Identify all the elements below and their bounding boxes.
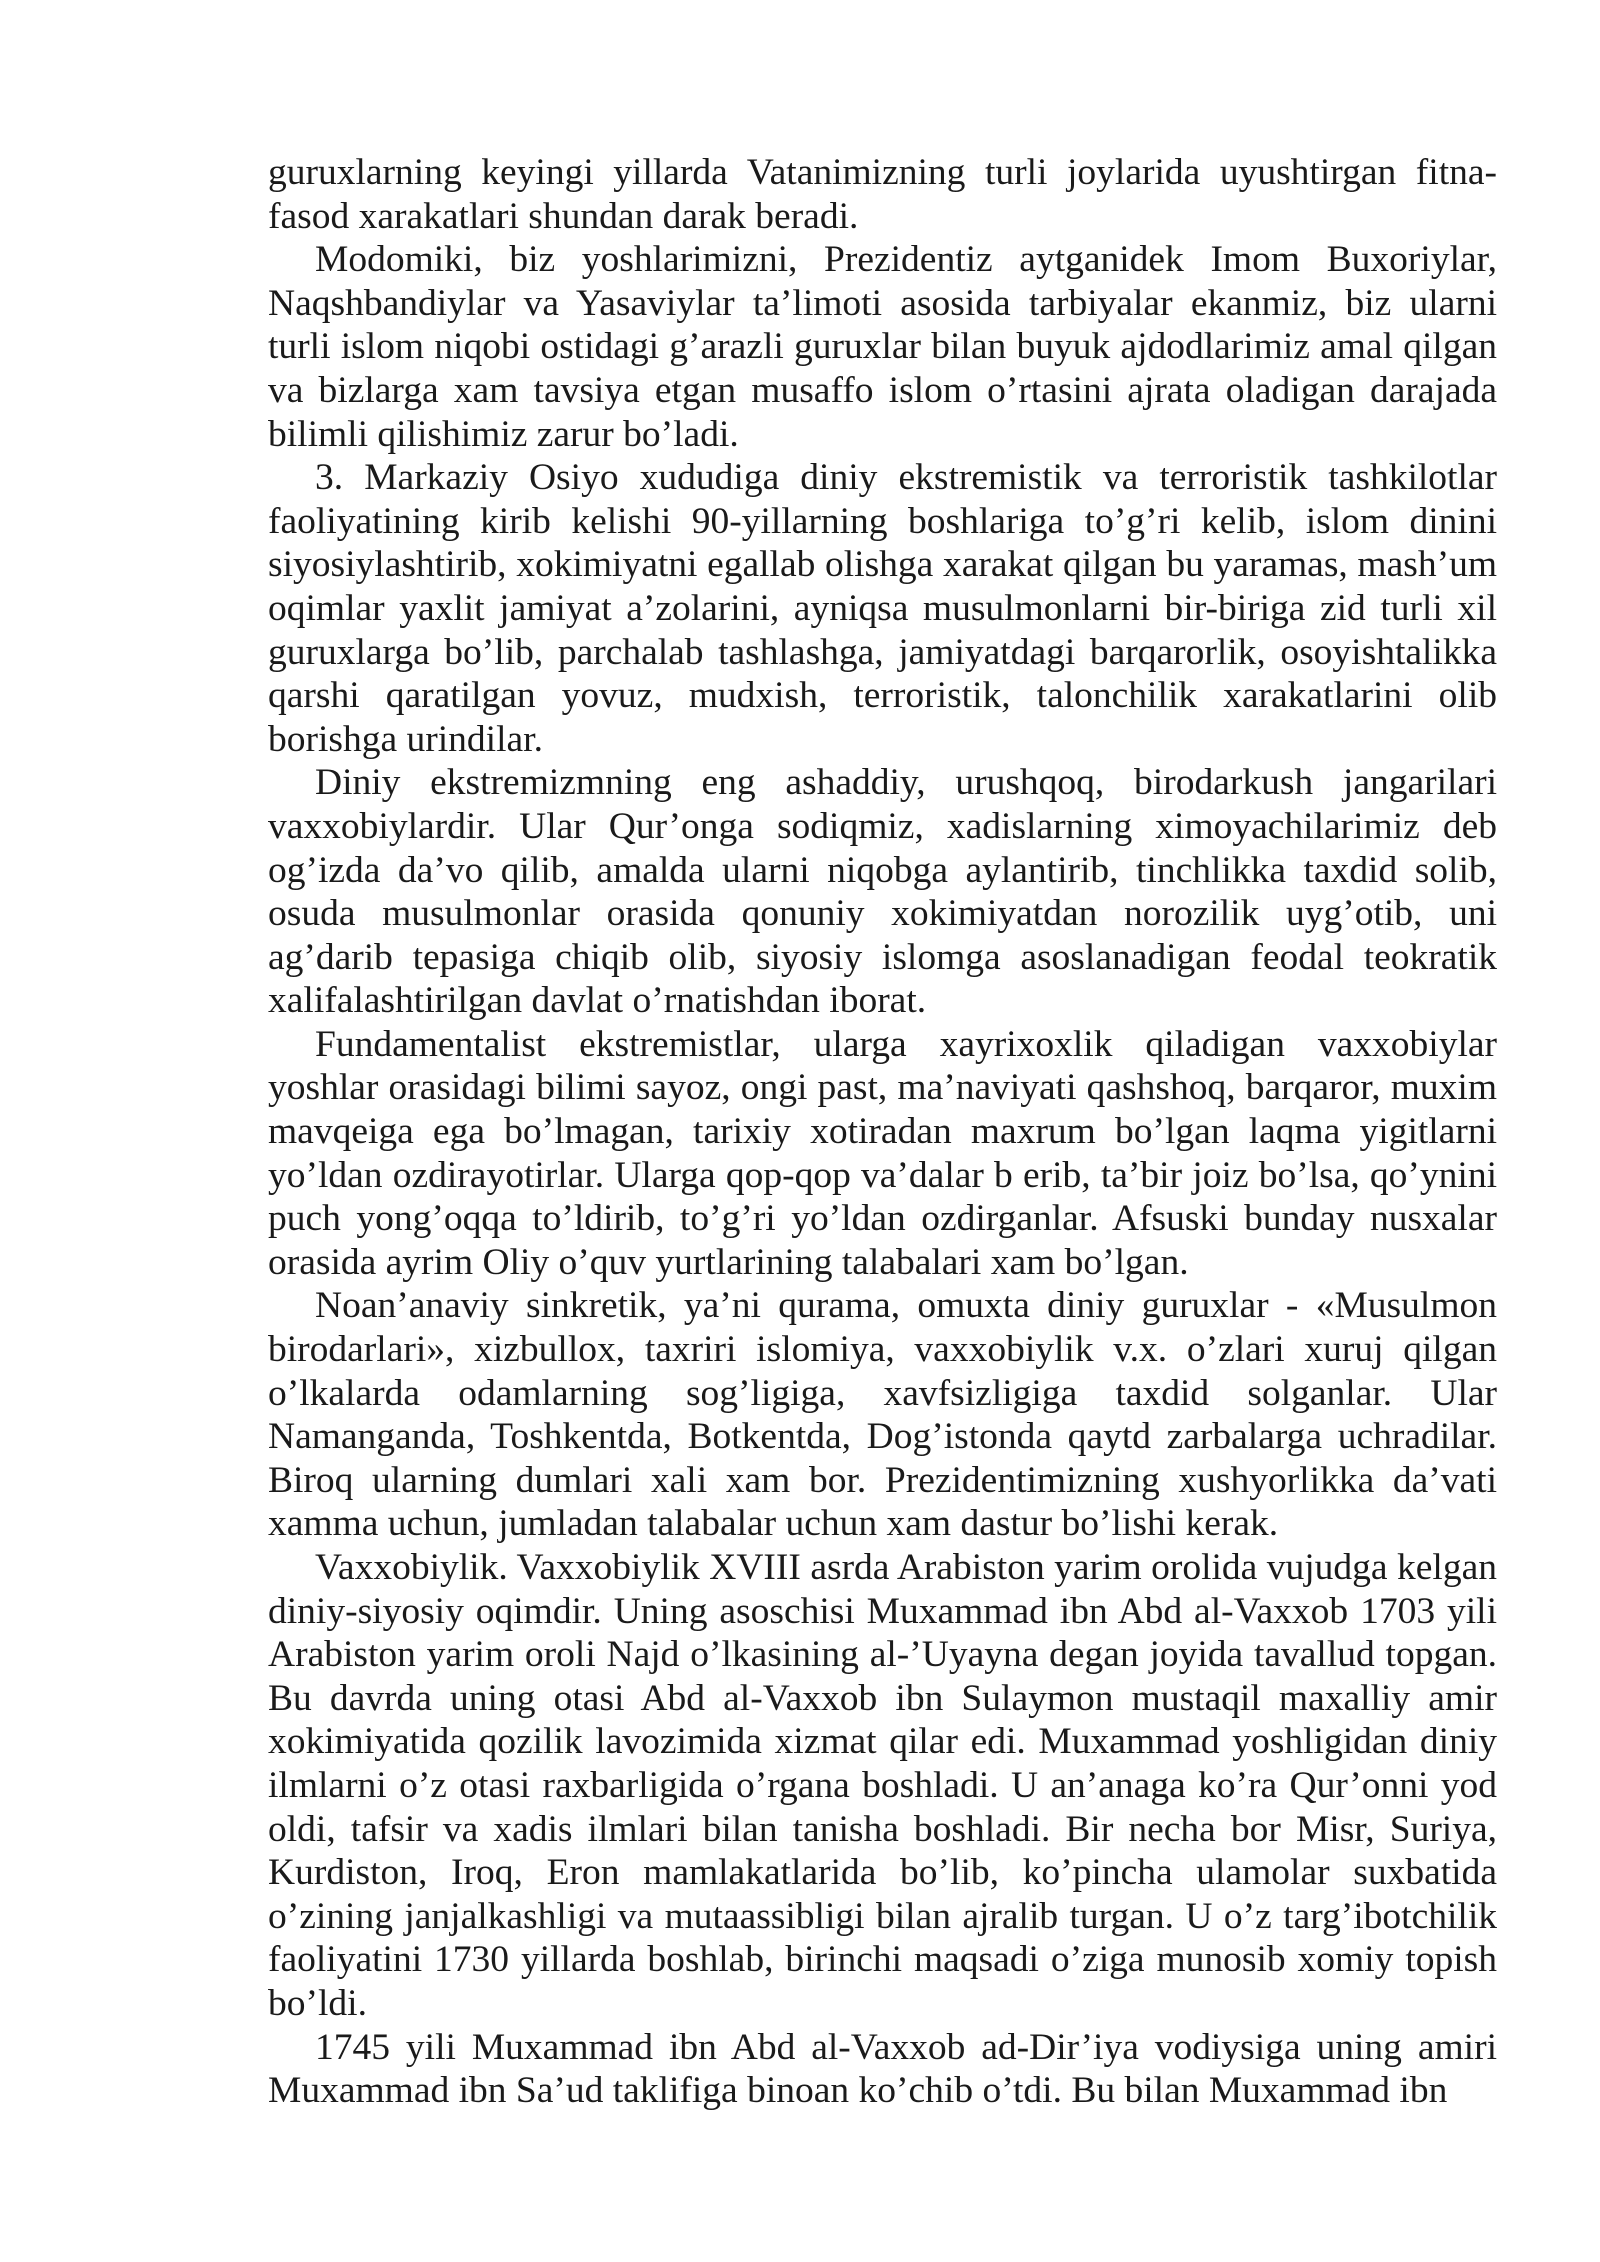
paragraph-fundamentalist: Fundamentalist ekstremistlar, ularga xayrixoxlik qiladigan vaxxobiylar yoshlar orasidagi bilimi sayoz, ongi past, ma’naviyati qashshoq, barqaror, muxim mavqeiga ega bo’lmagan, tarixiy xotiradan maxrum bo’lgan laqma yigitlarni yo’ldan ozdirayotirlar. Ularga qop-qop va’dalar b erib, ta’bir joiz bo’lsa, qo’ynini puch yong’oqqa to’ldirib, to’g’ri yo’ldan ozdirganlar. Afsuski bunday nusxalar orasida ayrim Oliy o’quv yurtlarining talabalari xam bo’lgan.: [268, 1023, 1497, 1283]
paragraph-1745: 1745 yili Muxammad ibn Abd al-Vaxxob ad-Dir’iya vodiysiga uning amiri Muxammad ibn Sa’ud taklifiga binoan ko’chib o’tdi. Bu bilan Muxammad ibn: [268, 2026, 1497, 2112]
paragraph-noananaviy: Noan’anaviy sinkretik, ya’ni qurama, omuxta diniy guruxlar - «Musulmon birodarlari», xizbullox, taxriri islomiya, vaxxobiylik v.x. o’zlari xuruj qilgan o’lkalarda odamlarning sog’ligiga, xavfsizligiga taxdid solganlar. Ular Namanganda, Toshkentda, Botkentda, Dog’istonda qaytd zarbalarga uchradilar. Biroq ularning dumlari xali xam bor. Prezidentimizning xushyorlikka da’vati xamma uchun, jumladan talabalar uchun xam dastur bo’lishi kerak.: [268, 1285, 1497, 1545]
document-body: [268, 151, 1497, 2113]
paragraph-continuation: guruxlarning keyingi yillarda Vatanimizning turli joylarida uyushtirgan fitna-fasod xarakatlari shundan darak beradi.: [268, 152, 1497, 237]
paragraph-point-3: 3. Markaziy Osiyo xududiga diniy ekstremistik va terroristik tashkilotlar faoliyatining kirib kelishi 90-yillarning boshlariga to’g’ri kelib, islom dinini siyosiylashtirib, xokimiyatni egallab olishga xarakat qilgan bu yaramas, mash’um oqimlar yaxlit jamiyat a’zolarini, ayniqsa musulmonlarni bir-biriga zid turli xil guruxlarga bo’lib, parchalab tashlashga, jamiyatdagi barqarorlik, osoyishtalikka qarshi qaratilgan yovuz, mudxish, terroristik, talonchilik xarakatlarini olib borishga urindilar.: [268, 457, 1497, 760]
paragraph-modomiki: Modomiki, biz yoshlarimizni, Prezidentiz aytganidek Imom Buxoriylar, Naqshbandiylar va Yasaviylar ta’limoti asosida tarbiyalar ekanmiz, biz ularni turli islom niqobi ostidagi g’arazli guruxlar bilan buyuk ajdodlarimiz amal qilgan va bizlarga xam tavsiya etgan musaffo islom o’rtasini ajrata oladigan darajada bilimli qilishimiz zarur bo’ladi.: [268, 239, 1497, 455]
paragraph-vaxxobiylik: Vaxxobiylik. Vaxxobiylik XVIII asrda Arabiston yarim orolida vujudga kelgan diniy-siyosiy oqimdir. Uning asoschisi Muxammad ibn Abd al-Vaxxob 1703 yili Arabiston yarim oroli Najd o’lkasining al-’Uyayna degan joyida tavallud topgan. Bu davrda uning otasi Abd al-Vaxxob ibn Sulaymon mustaqil maxalliy amir xokimiyatida qozilik lavozimida xizmat qilar edi. Muxammad yoshligidan diniy ilmlarni o’z otasi raxbarligida o’rgana boshladi. U an’anaga ko’ra Qur’onni yod oldi, tafsir va xadis ilmlari bilan tanisha boshladi. Bir necha bor Misr, Suriya, Kurdiston, Iroq, Eron mamlakatlarida bo’lib, ko’pincha ulamolar suxbatida o’zining janjalkashligi va mutaassibligi bilan ajralib turgan. U o’z targ’ibotchilik faoliyatini 1730 yillarda boshlab, birinchi maqsadi o’ziga munosib xomiy topish bo’ldi.: [268, 1547, 1497, 2024]
paragraph-diniy-ekstremizm: Diniy ekstremizmning eng ashaddiy, urushqoq, birodarkush jangarilari vaxxobiylardir. Ular Qur’onga sodiqmiz, xadislarning ximoyachilarimiz deb og’izda da’vo qilib, amalda ularni niqobga aylantirib, tinchlikka taxdid solib, osuda musulmonlar orasida qonuniy xokimiyatdan norozilik uyg’otib, uni ag’darib tepasiga chiqib olib, siyosiy islomga asoslanadigan feodal teokratik xalifalashtirilgan davlat o’rnatishdan iborat.: [268, 762, 1497, 1022]
